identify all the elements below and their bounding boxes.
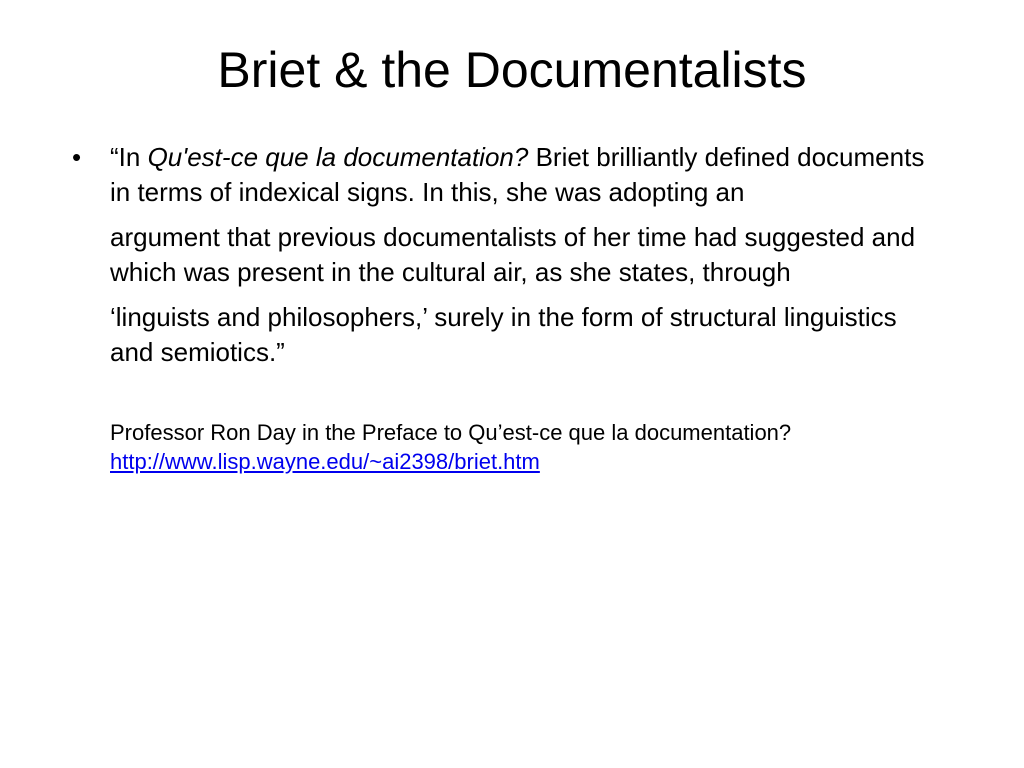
attribution-text: Professor Ron Day in the Preface to Qu’est-ce que la documentation? <box>110 420 792 445</box>
quote-paragraph-3: ‘linguists and philosophers,’ surely in the form of structural linguistics and semiotics.” <box>110 302 897 367</box>
book-title: Qu'est-ce que la documentation? <box>147 142 529 172</box>
attribution <box>110 418 932 476</box>
source-link[interactable]: http://www.lisp.wayne.edu/~ai2398/briet.htm <box>110 449 540 474</box>
bullet-icon: • <box>72 142 82 172</box>
quote-lead: “In <box>110 142 148 172</box>
slide-body <box>72 140 932 476</box>
quote-paragraph-1 <box>110 140 932 210</box>
quote-paragraph-2: argument that previous documentalists of her time had suggested and which was present in the cultural air, as she states, through <box>110 222 916 287</box>
slide-title: Briet & the Documentalists <box>217 42 807 98</box>
quote-rest: Briet brilliantly defined documents in terms of indexical signs. In this, she was adopting an <box>110 142 925 207</box>
bullet-item <box>72 140 932 476</box>
